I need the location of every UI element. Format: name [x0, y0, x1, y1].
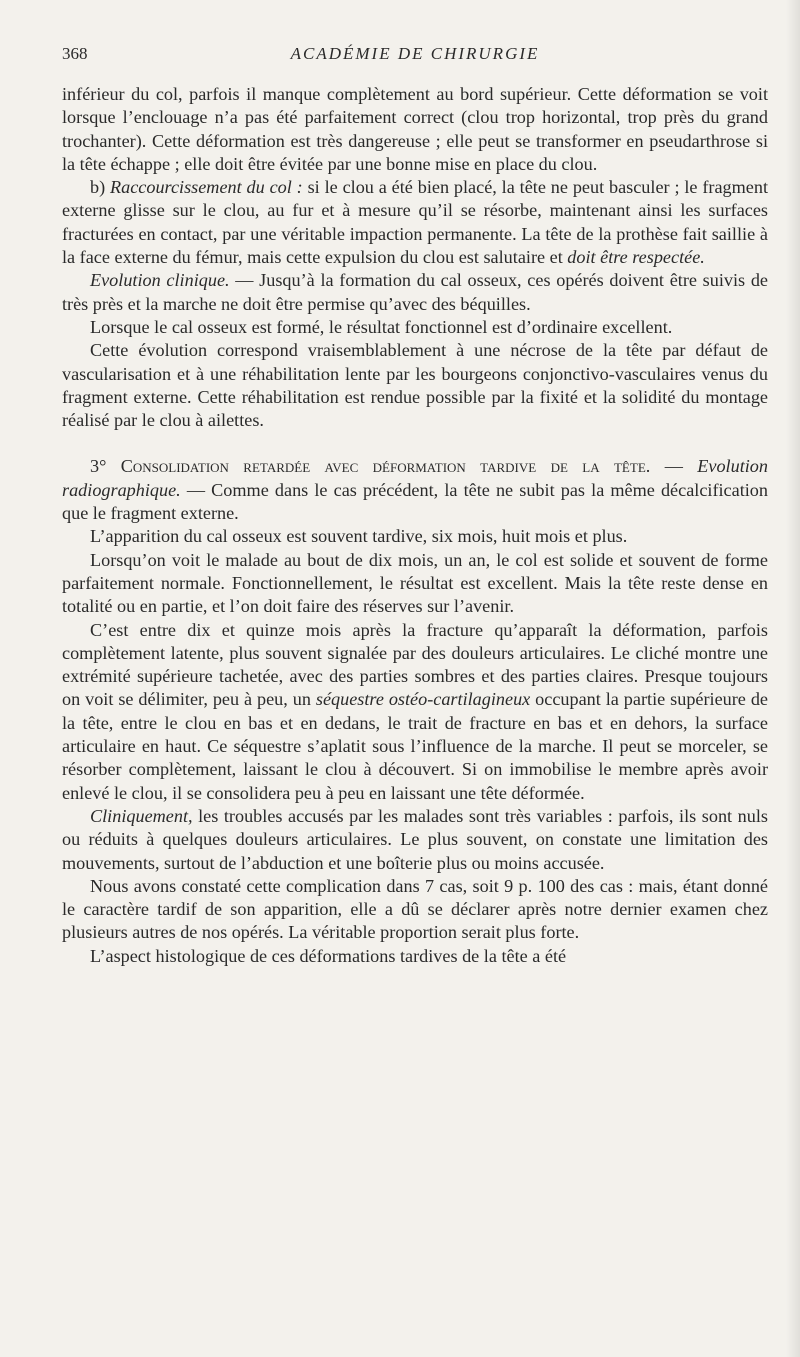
- section-dash: —: [650, 456, 698, 477]
- paragraph-10-heading: Cliniquement,: [90, 805, 193, 826]
- section-number: 3°: [90, 456, 121, 477]
- paragraph-2-lead: b): [90, 177, 111, 198]
- section-title: Consolidation retardée avec déformation tardive de la tête.: [120, 456, 651, 477]
- paragraph-4-text: Lorsque le cal osseux est formé, le résultat fonctionnel est d’ordinaire excellent.: [90, 316, 673, 337]
- body-text: [62, 83, 768, 968]
- paragraph-8: [62, 549, 768, 619]
- paragraph-5-text: Cette évolution correspond vraisemblablement à une nécrose de la tête par défaut de vascularisation et à une réhabilitation lente par les bourgeons conjonctivo-vasculaires venus du fragment externe. Cette réhabilitation est rendue possible par la fixité et la solidité du montage réalisé par le clou à ailettes.: [62, 340, 768, 431]
- paragraph-9-text: C’est entre dix et quinze mois après la fracture qu’apparaît la déformation, parfois complètement latente, plus souvent signalée par des douleurs articulaires. Le cliché montre une extrémité supérieure tachetée, avec des parties sombres et des parties claires. Presque toujours on voit se délimiter, peu à peu, un: [62, 619, 768, 710]
- page-number: 368: [62, 44, 88, 63]
- paragraph-3-heading: Evolution clinique.: [90, 270, 230, 291]
- paragraph-12: [62, 945, 768, 968]
- paragraph-2-heading: Raccourcissement du col :: [110, 177, 303, 198]
- paragraph-3: [62, 269, 768, 316]
- paragraph-9-term: séquestre ostéo-cartilagineux: [315, 689, 531, 710]
- paragraph-4: [62, 316, 768, 339]
- paragraph-1: [62, 83, 768, 176]
- paragraph-9-text-after: occupant la partie supérieure de la tête, entre le clou en bas et en dedans, le trait de fracture en bas et en dehors, la surface articulaire en haut. Ce séquestre s’aplatit sous l’influence de la marche. Il peut se morceler, se résorber complètement, laissant le clou à découvert. Si on immobilise le membre après avoir enlevé le clou, il se consolidera peu à peu en laissant une tête déformée.: [62, 689, 768, 803]
- paragraph-2-text: si le clou a été bien placé, la tête ne peut basculer ; le fragment externe glisse sur le clou, au fur et à mesure qu’il se résorbe, maintenant ainsi les surfaces fracturées en contact, par une véritable impaction permanente. La tête de la prothèse fait saillie à la face externe du fémur, mais cette expulsion du clou est salutaire et: [62, 177, 768, 268]
- paragraph-7-text: L’apparition du cal osseux est souvent tardive, six mois, huit mois et plus.: [90, 526, 628, 547]
- paragraph-8-text: Lorsqu’on voit le malade au bout de dix mois, un an, le col est solide et souvent de forme parfaitement normale. Fonctionnellement, le résultat est excellent. Mais la tête reste dense en totalité ou en partie, et l’on doit faire des réserves sur l’avenir.: [62, 549, 768, 617]
- paragraph-2: [62, 176, 768, 269]
- running-title: ACADÉMIE DE CHIRURGIE: [290, 44, 540, 63]
- paragraph-10: [62, 805, 768, 875]
- page-edge-shadow: [786, 0, 800, 1357]
- section-heading-paragraph: [62, 455, 768, 525]
- paragraph-2-tail: doit être respectée.: [567, 247, 705, 268]
- page-header: [62, 44, 768, 68]
- paragraph-10-text: les troubles accusés par les malades sont très variables : parfois, ils sont nuls ou réduits à quelques douleurs articulaires. Le plus souvent, on constate une limitation des mouvements, surtout de l’abduction et une boîterie plus ou moins accusée.: [62, 805, 768, 873]
- section-subheading: Evolution radiographique.: [62, 456, 768, 500]
- paragraph-9: [62, 619, 768, 805]
- paragraph-11: [62, 875, 768, 945]
- section-text: — Comme dans le cas précédent, la tête ne subit pas la même décalcification que le fragment externe.: [62, 479, 768, 524]
- paragraph-11-text: Nous avons constaté cette complication dans 7 cas, soit 9 p. 100 des cas : mais, étant donné le caractère tardif de son apparition, elle a dû se déclarer après notre dernier examen chez plusieurs autres de nos opérés. La véritable proportion serait plus forte.: [62, 875, 768, 943]
- paragraph-3-text: — Jusqu’à la formation du cal osseux, ces opérés doivent être suivis de très près et la marche ne doit être permise qu’avec des béquilles.: [62, 270, 768, 314]
- paragraph-7: [62, 525, 768, 548]
- paragraph-12-text: L’aspect histologique de ces déformations tardives de la tête a été: [90, 945, 567, 966]
- paragraph-1-text: inférieur du col, parfois il manque complètement au bord supérieur. Cette déformation se voit lorsque l’enclouage n’a pas été parfaitement correct (clou trop horizontal, trop près du grand trochanter). Cette déformation est très dangereuse ; elle peut se transformer en pseudarthrose si la tête échappe ; elle doit être évitée par une bonne mise en place du clou.: [62, 84, 768, 174]
- paragraph-5: [62, 339, 768, 432]
